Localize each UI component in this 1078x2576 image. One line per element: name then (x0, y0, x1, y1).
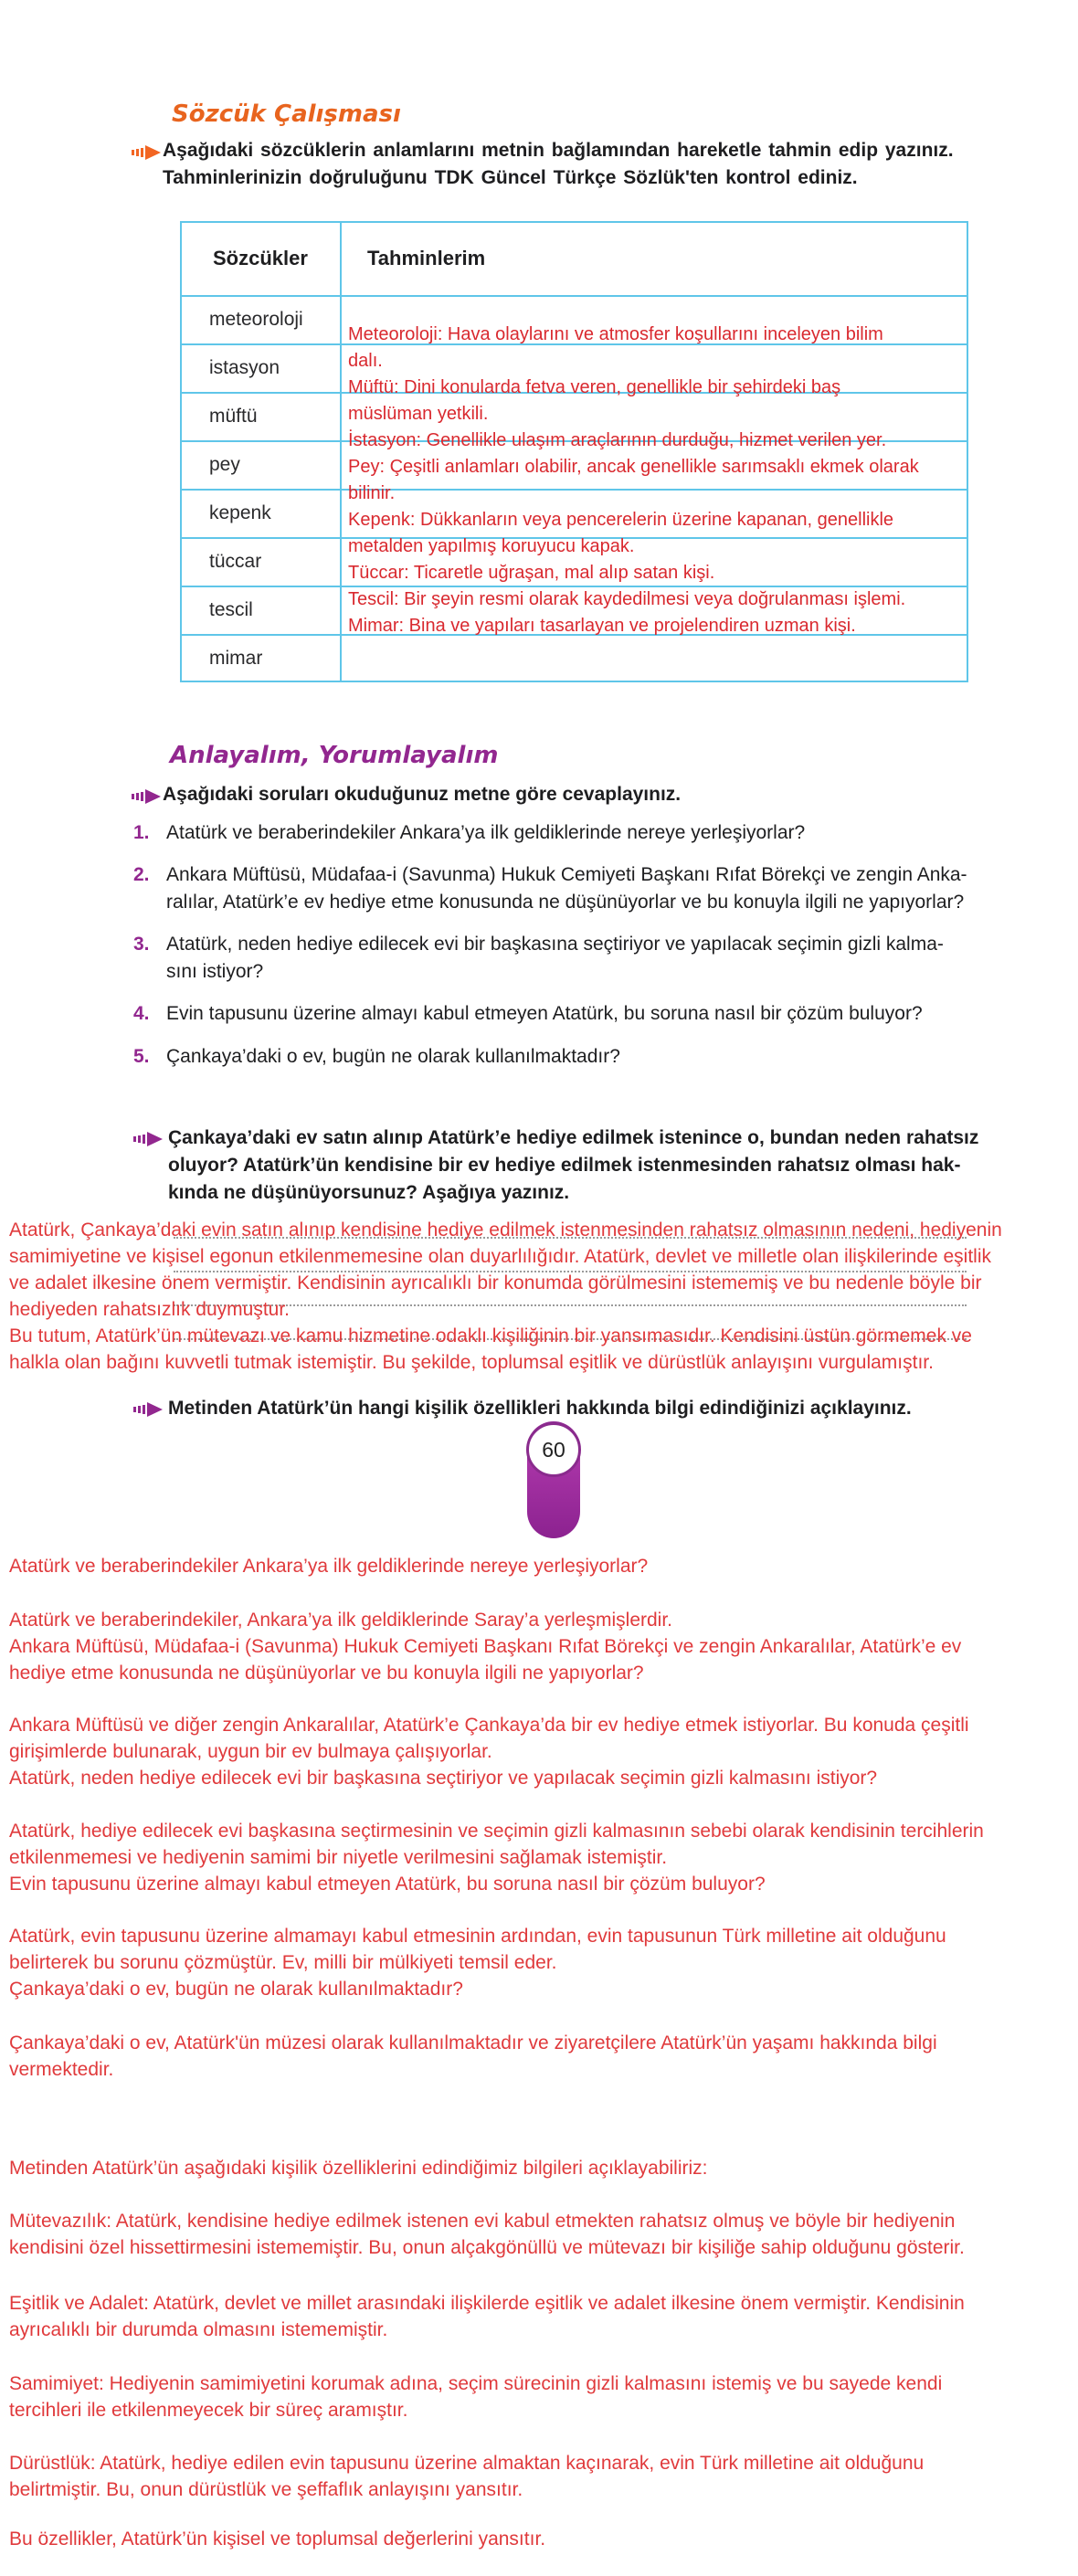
question-4 (166, 1000, 923, 1028)
text-line: etkilenmemesi ve hediyenin samimi bir niyetle verilmesini sağlamak istemiştir. (9, 1847, 668, 1868)
bottom-answer-paragraph (9, 1923, 946, 2002)
text-line: Evin tapusunu üzerine almayı kabul etmeyen Atatürk, bu soruna nasıl bir çözüm buluyor? (9, 1874, 766, 1895)
text-line: Çankaya’daki ev satın alınıp Atatürk’e hediye edilmek istenince o, bundan neden rahatsız (168, 1127, 979, 1148)
text-line: Atatürk, hediye edilecek evi başkasına seçtirmesinin ve seçimin gizli kalmasının sebebi olarak kendisinin tercihlerin (9, 1821, 984, 1842)
text-line: hediyeden rahatsızlık duymuştur. (9, 1299, 291, 1320)
text-line: ve adalet ilkesine önem vermiştir. Kendisinin ayrıcalıklı bir konumda görülmesini istememiş ve bu nedenle böyle bir (9, 1272, 982, 1293)
bottom-answer-paragraph (9, 2370, 942, 2423)
answer-cankaya-red-text (9, 1217, 1002, 1376)
text-line: kendisini özel hissettirmesini istememiştir. Bu, onun alçakgönüllü ve mütevazı bir kişiliğe sahip olduğunu gösterir. (9, 2237, 965, 2258)
text-line: Mimar: Bina ve yapıları tasarlayan ve projelendiren uzman kişi. (348, 616, 856, 636)
question-5 (166, 1043, 620, 1071)
text-line: samimiyetine ve kişisel egonun etkilenmemesine olan duyarlılığıdır. Atatürk, devlet ve milletle olan ilişkilerinde eşitlik (9, 1246, 991, 1267)
question-number: 4. (133, 1003, 150, 1024)
table-header-tahminlerim: Tahminlerim (367, 247, 486, 269)
text-line: Evin tapusunu üzerine almayı kabul etmeyen Atatürk, bu soruna nasıl bir çözüm buluyor? (166, 1003, 923, 1024)
text-line: istasyon (209, 357, 280, 378)
question-number: 2. (133, 864, 150, 885)
text-line: ralılar, Atatürk’e ev hediye etme konusunda ne düşünüyorlar ve bu konuyla ilgili ne yapıyorlar? (166, 892, 965, 913)
question-number: 1. (133, 822, 150, 843)
bottom-answer-paragraph (9, 2526, 545, 2552)
arrow-right-icon (133, 1402, 163, 1417)
text-line: İstasyon: Genellikle ulaşım araçlarının durduğu, hizmet verilen yer. (348, 430, 887, 450)
page-number: 60 (542, 1437, 565, 1462)
prompt-kisilik: Metinden Atatürk’ün hangi kişilik özellikleri hakkında bilgi edindiğinizi açıklayınız. (168, 1398, 912, 1419)
text-line: Mütevazılık: Atatürk, kendisine hediye edilmek istenen evi kabul etmekten rahatsız olmuş ve böyle bir hediyenin (9, 2211, 956, 2232)
text-line: Çankaya’daki o ev, bugün ne olarak kullanılmaktadır? (166, 1046, 620, 1067)
question-3 (166, 931, 944, 986)
bottom-answer-paragraph (9, 2208, 965, 2261)
text-line: kında ne düşünüyorsunuz? Aşağıya yazınız. (168, 1182, 570, 1203)
text-line: Müftü: Dini konularda fetva veren, genellikle bir şehirdeki baş (348, 377, 841, 397)
bottom-answer-paragraph (9, 1818, 984, 1897)
text-line: Ankara Müftüsü, Müdafaa-i (Savunma) Hukuk Cemiyeti Başkanı Rıfat Börekçi ve zengin Anka- (166, 864, 967, 885)
text-line: belirtmiştir. Bu, onun dürüstlük ve şeffaflık anlayışını yansıtır. (9, 2479, 523, 2500)
text-line: Metinden Atatürk’ün aşağıdaki kişilik özelliklerini edindiğimiz bilgileri açıklayabiliriz: (9, 2158, 708, 2179)
text-line: halkla olan bağını kuvvetli tutmak istemiştir. Bu şekilde, toplumsal eşitlik ve dürüstlük anlayışını vurgulamıştır. (9, 1352, 934, 1373)
text-line: Bu tutum, Atatürk’ün mütevazı ve kamu hizmetine odaklı kişiliğinin bir yansımasıdır. Kendisini üstün görmemek ve (9, 1325, 972, 1346)
table-header-sozcukler: Sözcükler (213, 247, 308, 269)
question-2 (166, 861, 967, 916)
question-number: 5. (133, 1046, 150, 1067)
text-line: Atatürk, Çankaya’daki evin satın alınıp kendisine hediye edilmek istenmesinden rahatsız olmasının nedeni, hediyenin (9, 1219, 1002, 1240)
text-line: bilinir. (348, 483, 396, 503)
text-line: Dürüstlük: Atatürk, hediye edilen evin tapusunu üzerine almaktan kaçınarak, evin Türk milletine ait olduğunu (9, 2453, 925, 2474)
bottom-answer-paragraph (9, 1607, 961, 1686)
arrow-right-icon (133, 1132, 163, 1146)
bottom-answer-paragraph (9, 2155, 708, 2181)
bottom-answer-paragraph (9, 2450, 924, 2503)
text-line: Atatürk ve beraberindekiler Ankara’ya ilk geldiklerinde nereye yerleşiyorlar? (9, 1556, 649, 1577)
text-line: Tahminlerinizin doğruluğunu TDK Güncel Türkçe Sözlük'ten kontrol ediniz. (163, 167, 858, 188)
text-line: dalı. (348, 351, 383, 371)
text-line: tercihleri ile etkilenmeyecek bir süreç aramıştır. (9, 2400, 408, 2421)
text-line: vermektedir. (9, 2059, 114, 2080)
text-line: ayrıcalıklı bir durumda olmasını istememiştir. (9, 2319, 388, 2340)
text-line: Atatürk, evin tapusunu üzerine almamayı kabul etmesinin ardından, evin tapusunun Türk milletine ait olduğunu (9, 1926, 946, 1947)
text-line: Tüccar: Ticaretle uğraşan, mal alıp satan kişi. (348, 563, 715, 583)
text-line: Eşitlik ve Adalet: Atatürk, devlet ve millet arasındaki ilişkilerde eşitlik ve adalet ilkesine önem vermiştir. Kendisinin (9, 2293, 965, 2314)
text-line: Samimiyet: Hediyenin samimiyetini korumak adına, seçim sürecinin gizli kalmasını istemiş ve bu sayede kendi (9, 2373, 943, 2394)
text-line: pey (209, 454, 240, 475)
text-line: tüccar (209, 551, 262, 572)
text-line: girişimlerde bulunarak, uygun bir ev bulmaya çalışıyorlar. (9, 1741, 492, 1762)
text-line: Atatürk, neden hediye edilecek evi bir başkasına seçtiriyor ve yapılacak seçimin gizli kalma- (166, 934, 944, 955)
text-line: Atatürk ve beraberindekiler Ankara’ya ilk geldiklerinde nereye yerleşiyorlar? (166, 822, 806, 843)
text-line: belirterek bu sorunu çözmüştür. Ev, milli bir mülkiyeti temsil eder. (9, 1952, 557, 1973)
bottom-answer-paragraph (9, 1553, 648, 1579)
text-line: Atatürk, neden hediye edilecek evi bir başkasına seçtiriyor ve yapılacak seçimin gizli kalmasını istiyor? (9, 1768, 878, 1789)
text-line: Çankaya’daki o ev, bugün ne olarak kullanılmaktadır? (9, 1979, 463, 2000)
text-line: Ankara Müftüsü ve diğer zengin Ankaralılar, Atatürk’e Çankaya’da bir ev hediye etmek istiyorlar. Bu konuda çeşitli (9, 1715, 969, 1736)
section-title-sozcuk-calismasi: Sözcük Çalışması (172, 100, 401, 128)
instruction-sorular: Aşağıdaki soruları okuduğunuz metne göre cevaplayınız. (163, 784, 682, 805)
text-line: Bu özellikler, Atatürk’ün kişisel ve toplumsal değerlerini yansıtır. (9, 2528, 546, 2550)
text-line: metalden yapılmış koruyucu kapak. (348, 536, 635, 556)
question-1 (166, 819, 805, 847)
text-line: müftü (209, 406, 258, 427)
text-line: Kepenk: Dükkanların veya pencerelerin üzerine kapanan, genellikle (348, 510, 894, 530)
text-line: tescil (209, 599, 253, 620)
bottom-answer-paragraph (9, 2030, 937, 2083)
text-line: Atatürk ve beraberindekiler, Ankara’ya ilk geldiklerinde Saray’a yerleşmişlerdir. (9, 1610, 673, 1631)
bottom-answer-paragraph (9, 2290, 965, 2343)
text-line: kepenk (209, 502, 271, 523)
table-answers-red-text (348, 322, 919, 639)
text-line: Çankaya’daki o ev, Atatürk'ün müzesi olarak kullanılmaktadır ve ziyaretçilere Atatürk’ün yaşamı hakkında bilgi (9, 2032, 937, 2053)
text-line: hediye etme konusunda ne düşünüyorlar ve bu konuyla ilgili ne yapıyorlar? (9, 1663, 644, 1684)
section-title-anlayalim-yorumlayalim: Anlayalım, Yorumlayalım (170, 742, 499, 769)
text-line: mimar (209, 648, 263, 669)
text-line: oluyor? Atatürk’ün kendisine bir ev hediye edilmek istenmesinden rahatsız olması hak- (168, 1155, 961, 1176)
arrow-right-icon (132, 145, 161, 160)
text-line: meteoroloji (209, 309, 303, 330)
prompt-cankaya (168, 1124, 978, 1207)
text-line: müslüman yetkili. (348, 404, 489, 424)
table-column-divider (340, 223, 342, 681)
text-line: Pey: Çeşitli anlamları olabilir, ancak genellikle sarımsaklı ekmek olarak (348, 457, 919, 477)
page-number-badge (526, 1422, 581, 1477)
question-number: 3. (133, 934, 150, 955)
vocab-word-list (182, 295, 340, 682)
text-line: Tescil: Bir şeyin resmi olarak kaydedilmesi veya doğrulanması işlemi. (348, 589, 906, 609)
text-line: Aşağıdaki sözcüklerin anlamlarını metnin bağlamından hareketle tahmin edip yazınız. (163, 140, 954, 161)
text-line: sını istiyor? (166, 961, 264, 982)
text-line: Meteoroloji: Hava olaylarını ve atmosfer koşullarını inceleyen bilim (348, 324, 883, 344)
text-line: Ankara Müftüsü, Müdafaa-i (Savunma) Hukuk Cemiyeti Başkanı Rıfat Börekçi ve zengin Ankaralılar, Atatürk’e ev (9, 1636, 962, 1657)
instruction-sozcuk (163, 137, 954, 192)
arrow-right-icon (132, 789, 161, 804)
bottom-answer-paragraph (9, 1712, 969, 1791)
